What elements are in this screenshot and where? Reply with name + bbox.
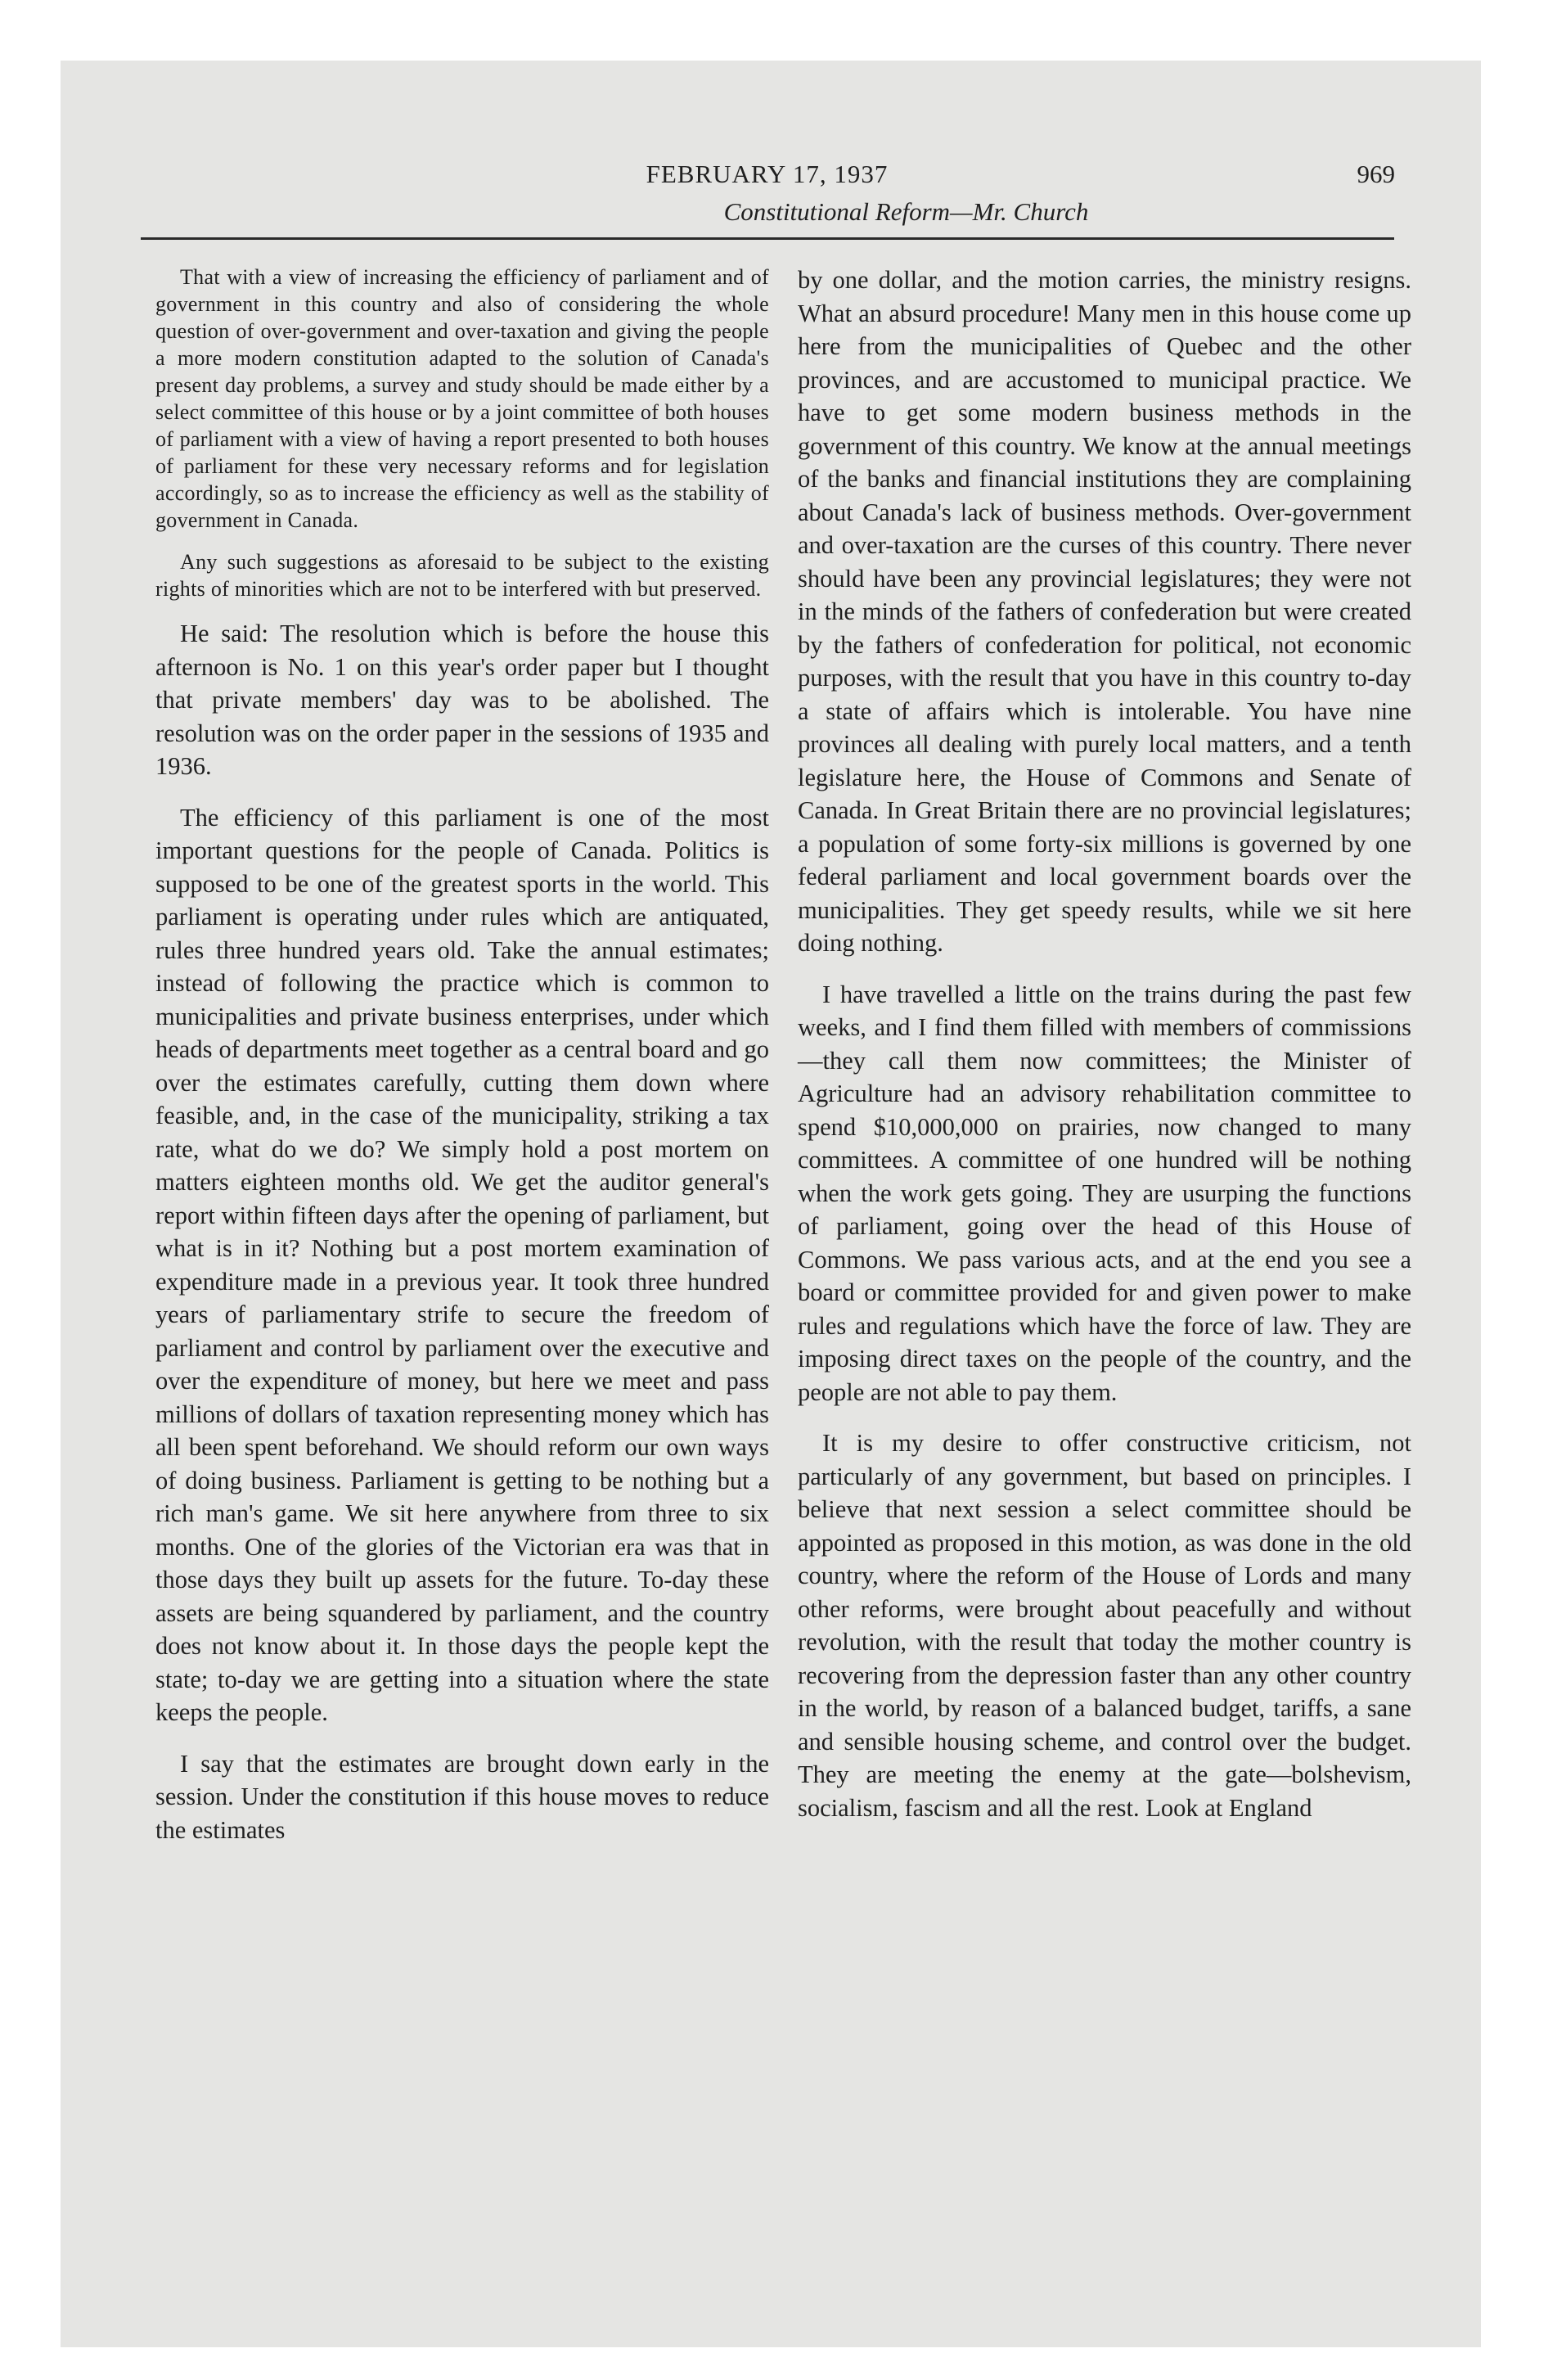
motion-paragraph: That with a view of increasing the efficiency of parliament and of government in this country and also of considering the whole question of over-government and over-taxation and giving the people a more modern constitution adapted to the solution of Canada's present day problems, a survey and study should be made either by a select committee of this house or by a joint committee of both houses of parliament with a view of having a report presented to both houses of parliament for these very necessary reforms and for legislation accordingly, so as to increase the efficiency as well as the stability of government in Canada. [155,265,769,532]
running-header [139,160,1395,233]
left-column [155,264,769,1864]
speech-text [155,617,769,1846]
speech-paragraph: It is my desire to offer constructive criticism, not particularly of any government, but based on principles. I believe that next session a select committee should be appointed as proposed in this motion, as was done in the old country, where the reform of the House of Lords and many other reforms, were brought about peacefully and without revolution, with the result that today the mother country is recovering from the depression faster than any other country in the world, by reason of a balanced budget, tariffs, a sane and sensible housing scheme, and control over the budget. They are meeting the enemy at the gate—bolshevism, socialism, fascism and all the rest. Look at England [798,1429,1411,1822]
page-number: 969 [1357,160,1395,188]
right-column [798,264,1411,1842]
speech-text-continued [798,264,1411,1824]
header-subject: Constitutional Reform—Mr. Church [723,197,1089,226]
header-date: FEBRUARY 17, 1937 [646,160,889,188]
speech-paragraph: The efficiency of this parliament is one of the most important questions for the people of Canada. Politics is supposed to be one of the greatest sports in the world. This parliament is operating under rules which are antiquated, rules three hundred years old. Take the annual estimates; instead of following the practice which is common to municipalities and private business enterprises, under which heads of departments meet together as a central board and go over the estimates carefully, cutting them down where feasible, and, in the case of the municipality, striking a tax rate, what do we do? We simply hold a post mortem on matters eighteen months old. We get the auditor general's report within fifteen days after the opening of parliament, but what is in it? Nothing but a post mortem examination of expenditure made in a previous year. It took three hundred years of parliamentary strife to secure the freedom of parliament and control by parliament over the executive and over the expenditure of money, but here we meet and pass millions of dollars of taxation representing money which has all been spent beforehand. We should reform our own ways of doing business. Parliament is getting to be nothing but a rich man's game. We sit here anywhere from three to six months. One of the glories of the Victorian era was that in those days they built up assets for the future. To-day these assets are being squandered by parliament, and the country does not know about it. In those days the people kept the state; to-day we are getting into a situation where the state keeps the people. [155,803,769,1726]
header-rule [141,237,1394,240]
motion-text [155,264,769,602]
speech-paragraph: by one dollar, and the motion carries, the ministry resigns. What an absurd procedure! Many men in this house come up here from the municipalities of Quebec and the other provinces, and are accustomed to municipal practice. We have to get some modern business methods in the government of this country. We know at the annual meetings of the banks and financial institutions they are complaining about Canada's lack of business methods. Over-government and over-taxation are the curses of this country. There never should have been any provincial legislatures; they were not in the minds of the fathers of confederation but were created by the fathers of confederation for political, not economic purposes, with the result that you have in this country to-day a state of affairs which is intolerable. You have nine provinces all dealing with purely local matters, and a tenth legislature here, the House of Commons and Senate of Canada. In Great Britain there are no provincial legislatures; a population of some forty-six millions is governed by one federal parliament and local government boards over the municipalities. They get speedy results, while we sit here doing nothing. [798,266,1411,957]
speech-paragraph: He said: The resolution which is before the house this afternoon is No. 1 on this year's order paper but I thought that private members' day was to be abolished. The resolution was on the order paper in the sessions of 1935 and 1936. [155,620,769,780]
motion-paragraph: Any such suggestions as aforesaid to be subject to the existing rights of minorities which are not to be interfered with but preserved. [155,550,769,601]
speech-paragraph: I have travelled a little on the trains during the past few weeks, and I find them filled with members of commissions—they call them now committees; the Minister of Agriculture had an advisory rehabilitation committee to spend $10,000,000 on prairies, now changed to many committees. A committee of one hundred will be nothing when the work gets going. They are usurping the functions of parliament, going over the head of this House of Commons. We pass various acts, and at the end you see a board or committee provided for and given power to make rules and regulations which have the force of law. They are imposing direct taxes on the people of the country, and the people are not able to pay them. [798,980,1411,1406]
speech-paragraph: I say that the estimates are brought down early in the session. Under the constitution if this house moves to reduce the estimates [155,1749,769,1844]
